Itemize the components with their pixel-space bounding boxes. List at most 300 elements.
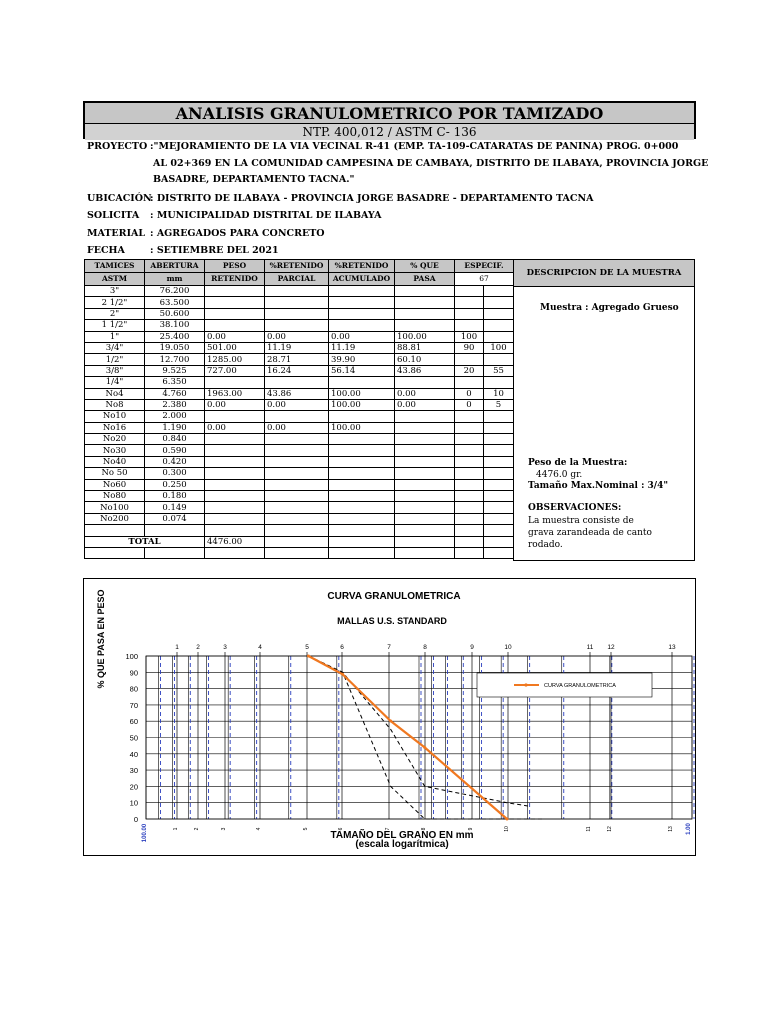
y-tick-label: 70 [129, 700, 138, 710]
cell-pasa [395, 411, 455, 422]
sample-type: Muestra : Agregado Grueso [540, 303, 679, 313]
bottom-tick-label: 2 [194, 827, 200, 831]
cell-tamiz: No20 [85, 434, 145, 445]
cell-abertura: 0.074 [145, 513, 205, 524]
cell-pasa [395, 297, 455, 308]
series-point [389, 720, 392, 723]
cell-especif-max [484, 331, 514, 342]
sample-weight-label: Peso de la Muestra: [528, 458, 628, 468]
table-row [85, 320, 514, 331]
proyecto-line3: BASADRE, DEPARTAMENTO TACNA." [153, 174, 355, 185]
cell-tamiz: No16 [85, 422, 145, 433]
table-row [85, 479, 514, 490]
cell-especif-max: 100 [484, 342, 514, 353]
top-tick-label: 4 [258, 644, 262, 651]
cell-parcial [265, 479, 329, 490]
col-astm: ASTM [85, 273, 145, 286]
cell-parcial: 28.71 [265, 354, 329, 365]
cell-acumulado [329, 320, 395, 331]
cell-peso [205, 377, 265, 388]
bottom-tick-label: 9 [468, 827, 474, 831]
bottom-tick-label: 5 [303, 827, 309, 831]
cell-tamiz: 1/4" [85, 377, 145, 388]
col-abertura: ABERTURA [145, 260, 205, 273]
cell-peso: 0.00 [205, 331, 265, 342]
y-tick-label: 90 [129, 668, 138, 678]
bottom-tick-label: 1 [173, 827, 179, 831]
table-row [85, 468, 514, 479]
cell-tamiz: No4 [85, 388, 145, 399]
table-row [85, 491, 514, 502]
cell-especif-min [455, 422, 484, 433]
cell-peso [205, 445, 265, 456]
cell-tamiz: No60 [85, 479, 145, 490]
cell-peso [205, 411, 265, 422]
cell-tamiz: 1/2" [85, 354, 145, 365]
series-point [423, 746, 426, 749]
sample-weight-value: 4476.0 gr. [536, 470, 583, 480]
cell-peso [205, 434, 265, 445]
top-tick-label: 1 [175, 644, 179, 651]
cell-parcial: 0.00 [265, 422, 329, 433]
table-row [85, 308, 514, 319]
col-acumulado: ACUMULADO [329, 273, 395, 286]
table-row [85, 388, 514, 399]
cell-especif-max [484, 479, 514, 490]
cell-abertura: 0.420 [145, 456, 205, 467]
cell-especif-min: 100 [455, 331, 484, 342]
cell-tamiz: No40 [85, 456, 145, 467]
top-tick-label: 8 [423, 644, 427, 651]
cell-peso [205, 320, 265, 331]
cell-acumulado: 0.00 [329, 331, 395, 342]
cell-especif-max [484, 308, 514, 319]
proyecto-line2: AL 02+369 EN LA COMUNIDAD CAMPESINA DE CAMBAYA, DISTRITO DE ILABAYA, PROVINCIA JORGE [153, 158, 709, 169]
cell-especif-max [484, 513, 514, 524]
cell-abertura: 12.700 [145, 354, 205, 365]
cell-especif-max [484, 411, 514, 422]
cell-parcial [265, 502, 329, 513]
chart-text [96, 589, 692, 850]
cell-abertura: 63.500 [145, 297, 205, 308]
cell-parcial: 0.00 [265, 399, 329, 410]
cell-acumulado [329, 445, 395, 456]
cell-especif-min [455, 479, 484, 490]
cell-pasa: 43.86 [395, 365, 455, 376]
chart-frame [83, 578, 696, 856]
table-row [85, 502, 514, 513]
cell-acumulado [329, 434, 395, 445]
y-tick-label: 50 [129, 733, 138, 743]
cell-empty [395, 547, 455, 558]
total-value: 4476.00 [205, 536, 265, 547]
cell-empty [205, 547, 265, 558]
top-tick-label: 11 [586, 644, 594, 651]
cell-empty [265, 525, 329, 536]
description-header: DESCRIPCION DE LA MUESTRA [514, 260, 694, 287]
table-row [85, 513, 514, 524]
cell-tamiz: 2 1/2" [85, 297, 145, 308]
cell-parcial [265, 377, 329, 388]
cell-empty [205, 525, 265, 536]
cell-abertura: 4.760 [145, 388, 205, 399]
y-tick-label: 10 [129, 798, 138, 808]
table-header-row [85, 260, 514, 273]
table-row [85, 411, 514, 422]
y-tick-label: 60 [129, 717, 138, 727]
description-panel [513, 259, 695, 561]
cell-pasa [395, 434, 455, 445]
cell-parcial: 16.24 [265, 365, 329, 376]
cell-acumulado [329, 468, 395, 479]
top-tick-label: 6 [340, 644, 344, 651]
cell-abertura: 2.000 [145, 411, 205, 422]
cell-peso: 501.00 [205, 342, 265, 353]
cell-abertura: 1.190 [145, 422, 205, 433]
observation-line1: La muestra consiste de [528, 516, 634, 526]
series-point [506, 818, 509, 821]
bottom-tick-label: 6 [338, 827, 344, 831]
cell-especif-min [455, 286, 484, 297]
cell-acumulado [329, 479, 395, 490]
cell-tamiz: 1" [85, 331, 145, 342]
cell-especif-min: 0 [455, 388, 484, 399]
table-row [85, 286, 514, 297]
cell-empty [145, 525, 205, 536]
cell-abertura: 0.149 [145, 502, 205, 513]
cell-acumulado [329, 308, 395, 319]
top-tick-label: 7 [387, 644, 391, 651]
x-end-label: 1.00 [686, 823, 692, 835]
cell-acumulado [329, 297, 395, 308]
cell-acumulado: 100.00 [329, 422, 395, 433]
bottom-tick-label: 4 [256, 827, 262, 831]
top-tick-label: 5 [305, 644, 309, 651]
table-row [85, 456, 514, 467]
cell-acumulado [329, 411, 395, 422]
cell-parcial [265, 308, 329, 319]
fecha-label: FECHA [87, 245, 125, 256]
ubicacion-value: : DISTRITO DE ILABAYA - PROVINCIA JORGE BASADRE - DEPARTAMENTO TACNA [150, 193, 594, 204]
cell-especif-max [484, 320, 514, 331]
y-tick-label: 100 [125, 652, 138, 661]
cell-especif-min [455, 445, 484, 456]
standard-label: NTP. 400,012 / ASTM C- 136 [85, 123, 694, 140]
cell-especif-min: 20 [455, 365, 484, 376]
cell-acumulado: 100.00 [329, 388, 395, 399]
cell-empty [329, 547, 395, 558]
legend [477, 673, 652, 697]
cell-acumulado [329, 377, 395, 388]
cell-empty [395, 536, 455, 547]
bottom-tick-label: 12 [607, 826, 613, 832]
cell-tamiz: 1 1/2" [85, 320, 145, 331]
cell-peso [205, 491, 265, 502]
table-row [85, 342, 514, 353]
table-row [85, 354, 514, 365]
observations-label: OBSERVACIONES: [528, 503, 622, 513]
cell-abertura: 6.350 [145, 377, 205, 388]
cell-especif-min [455, 456, 484, 467]
top-tick-label: 13 [668, 644, 676, 651]
table-row-blank [85, 547, 514, 558]
y-tick-label: 80 [129, 684, 138, 694]
cell-tamiz: 3" [85, 286, 145, 297]
cell-peso: 727.00 [205, 365, 265, 376]
solicita-label: SOLICITA [87, 210, 140, 221]
cell-especif-min [455, 434, 484, 445]
series-point [341, 673, 344, 676]
cell-especif-min [455, 491, 484, 502]
table-row [85, 365, 514, 376]
cell-especif-max [484, 354, 514, 365]
table-total-row [85, 536, 514, 547]
cell-especif-max: 10 [484, 388, 514, 399]
bottom-tick-label: 3 [221, 827, 227, 831]
cell-tamiz: No 50 [85, 468, 145, 479]
cell-acumulado [329, 513, 395, 524]
cell-abertura: 0.300 [145, 468, 205, 479]
cell-abertura: 38.100 [145, 320, 205, 331]
col-ret-parcial: %RETENIDO [265, 260, 329, 273]
fecha-value: : SETIEMBRE DEL 2021 [150, 245, 279, 256]
cell-pasa [395, 286, 455, 297]
cell-pasa [395, 308, 455, 319]
proyecto-label: PROYECTO [87, 141, 148, 152]
page-title: ANALISIS GRANULOMETRICO POR TAMIZADO [175, 104, 604, 123]
cell-acumulado [329, 502, 395, 513]
cell-abertura: 76.200 [145, 286, 205, 297]
cell-especif-max [484, 445, 514, 456]
col-pasa2: PASA [395, 273, 455, 286]
cell-pasa: 100.00 [395, 331, 455, 342]
cell-pasa: 0.00 [395, 388, 455, 399]
cell-acumulado [329, 286, 395, 297]
cell-especif-max [484, 491, 514, 502]
observation-line3: rodado. [528, 540, 563, 550]
cell-peso [205, 502, 265, 513]
cell-peso: 0.00 [205, 399, 265, 410]
cell-pasa [395, 422, 455, 433]
cell-pasa: 88.81 [395, 342, 455, 353]
cell-empty [85, 525, 145, 536]
cell-especif-max [484, 468, 514, 479]
cell-especif-max [484, 286, 514, 297]
cell-pasa: 0.00 [395, 399, 455, 410]
cell-especif-max [484, 502, 514, 513]
max-nominal-size: Tamaño Max.Nominal : 3/4" [528, 481, 669, 491]
cell-empty [85, 547, 145, 558]
cell-especif-max [484, 434, 514, 445]
col-pasa: % QUE [395, 260, 455, 273]
cell-empty [329, 525, 395, 536]
cell-empty [484, 547, 514, 558]
cell-peso [205, 468, 265, 479]
cell-parcial [265, 434, 329, 445]
cell-especif-max [484, 297, 514, 308]
cell-especif-min [455, 320, 484, 331]
cell-abertura: 0.840 [145, 434, 205, 445]
cell-acumulado: 100.00 [329, 399, 395, 410]
cell-peso [205, 456, 265, 467]
cell-tamiz: No100 [85, 502, 145, 513]
cell-abertura: 0.250 [145, 479, 205, 490]
x-axis-label: TAMAÑO DEL GRANO EN mm [330, 830, 474, 841]
cell-tamiz: No80 [85, 491, 145, 502]
cell-empty [455, 536, 484, 547]
y-tick-label: 20 [129, 782, 138, 792]
series-point [307, 655, 310, 658]
top-tick-label: 3 [223, 644, 227, 651]
total-label: TOTAL [85, 536, 205, 547]
cell-acumulado: 11.19 [329, 342, 395, 353]
cell-abertura: 2.380 [145, 399, 205, 410]
cell-empty [484, 536, 514, 547]
material-value: : AGREGADOS PARA CONCRETO [150, 228, 325, 239]
cell-parcial: 43.86 [265, 388, 329, 399]
grain-size-chart [84, 579, 695, 855]
cell-empty [455, 525, 484, 536]
y-axis-label: % QUE PASA EN PESO [96, 589, 106, 689]
table-row [85, 377, 514, 388]
cell-pasa [395, 479, 455, 490]
cell-pasa [395, 320, 455, 331]
cell-especif-max [484, 456, 514, 467]
cell-especif-min: 90 [455, 342, 484, 353]
cell-especif-min [455, 468, 484, 479]
cell-tamiz: 3/4" [85, 342, 145, 353]
top-tick-label: 12 [607, 644, 615, 651]
table-row [85, 297, 514, 308]
x-axis-sublabel: (escala logarítmica) [355, 839, 449, 850]
cell-abertura: 19.050 [145, 342, 205, 353]
y-tick-label: 40 [129, 749, 138, 759]
cell-pasa [395, 491, 455, 502]
y-tick-label: 30 [129, 766, 138, 776]
table-row [85, 434, 514, 445]
cell-pasa [395, 377, 455, 388]
cell-pasa [395, 456, 455, 467]
cell-tamiz: 3/8" [85, 365, 145, 376]
legend-marker [524, 683, 527, 686]
cell-especif-min [455, 377, 484, 388]
chart-title: CURVA GRANULOMETRICA [327, 591, 461, 602]
observation-line2: grava zarandeada de canto [528, 528, 652, 538]
cell-parcial [265, 456, 329, 467]
sieve-table [84, 259, 514, 559]
cell-peso: 1285.00 [205, 354, 265, 365]
cell-especif-min [455, 513, 484, 524]
top-tick-label: 10 [504, 644, 512, 651]
x-end-label: 100.00 [142, 823, 148, 843]
table-row [85, 422, 514, 433]
cell-acumulado [329, 456, 395, 467]
cell-pasa [395, 502, 455, 513]
cell-especif-max: 5 [484, 399, 514, 410]
cell-parcial [265, 468, 329, 479]
bottom-tick-label: 11 [586, 826, 592, 832]
cell-empty [395, 525, 455, 536]
cell-especif-min: 0 [455, 399, 484, 410]
cell-parcial [265, 445, 329, 456]
cell-abertura: 0.590 [145, 445, 205, 456]
cell-pasa: 60.10 [395, 354, 455, 365]
col-parcial: PARCIAL [265, 273, 329, 286]
cell-abertura: 25.400 [145, 331, 205, 342]
cell-especif-min [455, 502, 484, 513]
bottom-tick-label: 7 [385, 827, 391, 831]
cell-empty [265, 536, 329, 547]
cell-empty [329, 536, 395, 547]
top-tick-label: 2 [196, 644, 200, 651]
bottom-tick-label: 8 [421, 827, 427, 831]
col-tamices: TAMICES [85, 260, 145, 273]
cell-pasa [395, 445, 455, 456]
ubicacion-label: UBICACIÓN [87, 193, 152, 204]
cell-peso [205, 286, 265, 297]
cell-parcial [265, 411, 329, 422]
y-tick-label: 0 [133, 815, 138, 824]
cell-empty [455, 547, 484, 558]
cell-peso [205, 479, 265, 490]
material-label: MATERIAL [87, 228, 146, 239]
col-ret-acum: %RETENIDO [329, 260, 395, 273]
cell-empty [484, 525, 514, 536]
cell-pasa [395, 468, 455, 479]
table-row [85, 445, 514, 456]
table-row [85, 399, 514, 410]
cell-acumulado: 39.90 [329, 354, 395, 365]
cell-empty [145, 547, 205, 558]
solicita-value: : MUNICIPALIDAD DISTRITAL DE ILABAYA [150, 210, 382, 221]
cell-abertura: 0.180 [145, 491, 205, 502]
cell-peso [205, 513, 265, 524]
col-especif-val: 67 [455, 273, 514, 286]
table-row [85, 331, 514, 342]
cell-tamiz: No30 [85, 445, 145, 456]
cell-tamiz: No10 [85, 411, 145, 422]
cell-parcial [265, 286, 329, 297]
cell-abertura: 50.600 [145, 308, 205, 319]
cell-parcial [265, 491, 329, 502]
col-especif: ESPECIF. [455, 260, 514, 273]
top-tick-label: 9 [470, 644, 474, 651]
bottom-tick-label: 13 [668, 826, 674, 832]
chart-subtitle: MALLAS U.S. STANDARD [337, 616, 447, 626]
cell-parcial: 11.19 [265, 342, 329, 353]
col-mm: mm [145, 273, 205, 286]
cell-parcial [265, 513, 329, 524]
proyecto-line1: :"MEJORAMIENTO DE LA VIA VECINAL R-41 (EMP. TA-109-CATARATAS DE PANINA) PROG. 0+000 [150, 141, 679, 152]
cell-acumulado: 56.14 [329, 365, 395, 376]
cell-peso: 0.00 [205, 422, 265, 433]
cell-acumulado [329, 491, 395, 502]
cell-tamiz: No8 [85, 399, 145, 410]
col-peso: PESO [205, 260, 265, 273]
cell-parcial: 0.00 [265, 331, 329, 342]
cell-tamiz: 2" [85, 308, 145, 319]
cell-especif-max [484, 422, 514, 433]
cell-empty [265, 547, 329, 558]
cell-tamiz: No200 [85, 513, 145, 524]
col-retenido: RETENIDO [205, 273, 265, 286]
cell-parcial [265, 320, 329, 331]
cell-peso: 1963.00 [205, 388, 265, 399]
table-row-blank [85, 525, 514, 536]
cell-peso [205, 297, 265, 308]
cell-parcial [265, 297, 329, 308]
cell-especif-min [455, 411, 484, 422]
